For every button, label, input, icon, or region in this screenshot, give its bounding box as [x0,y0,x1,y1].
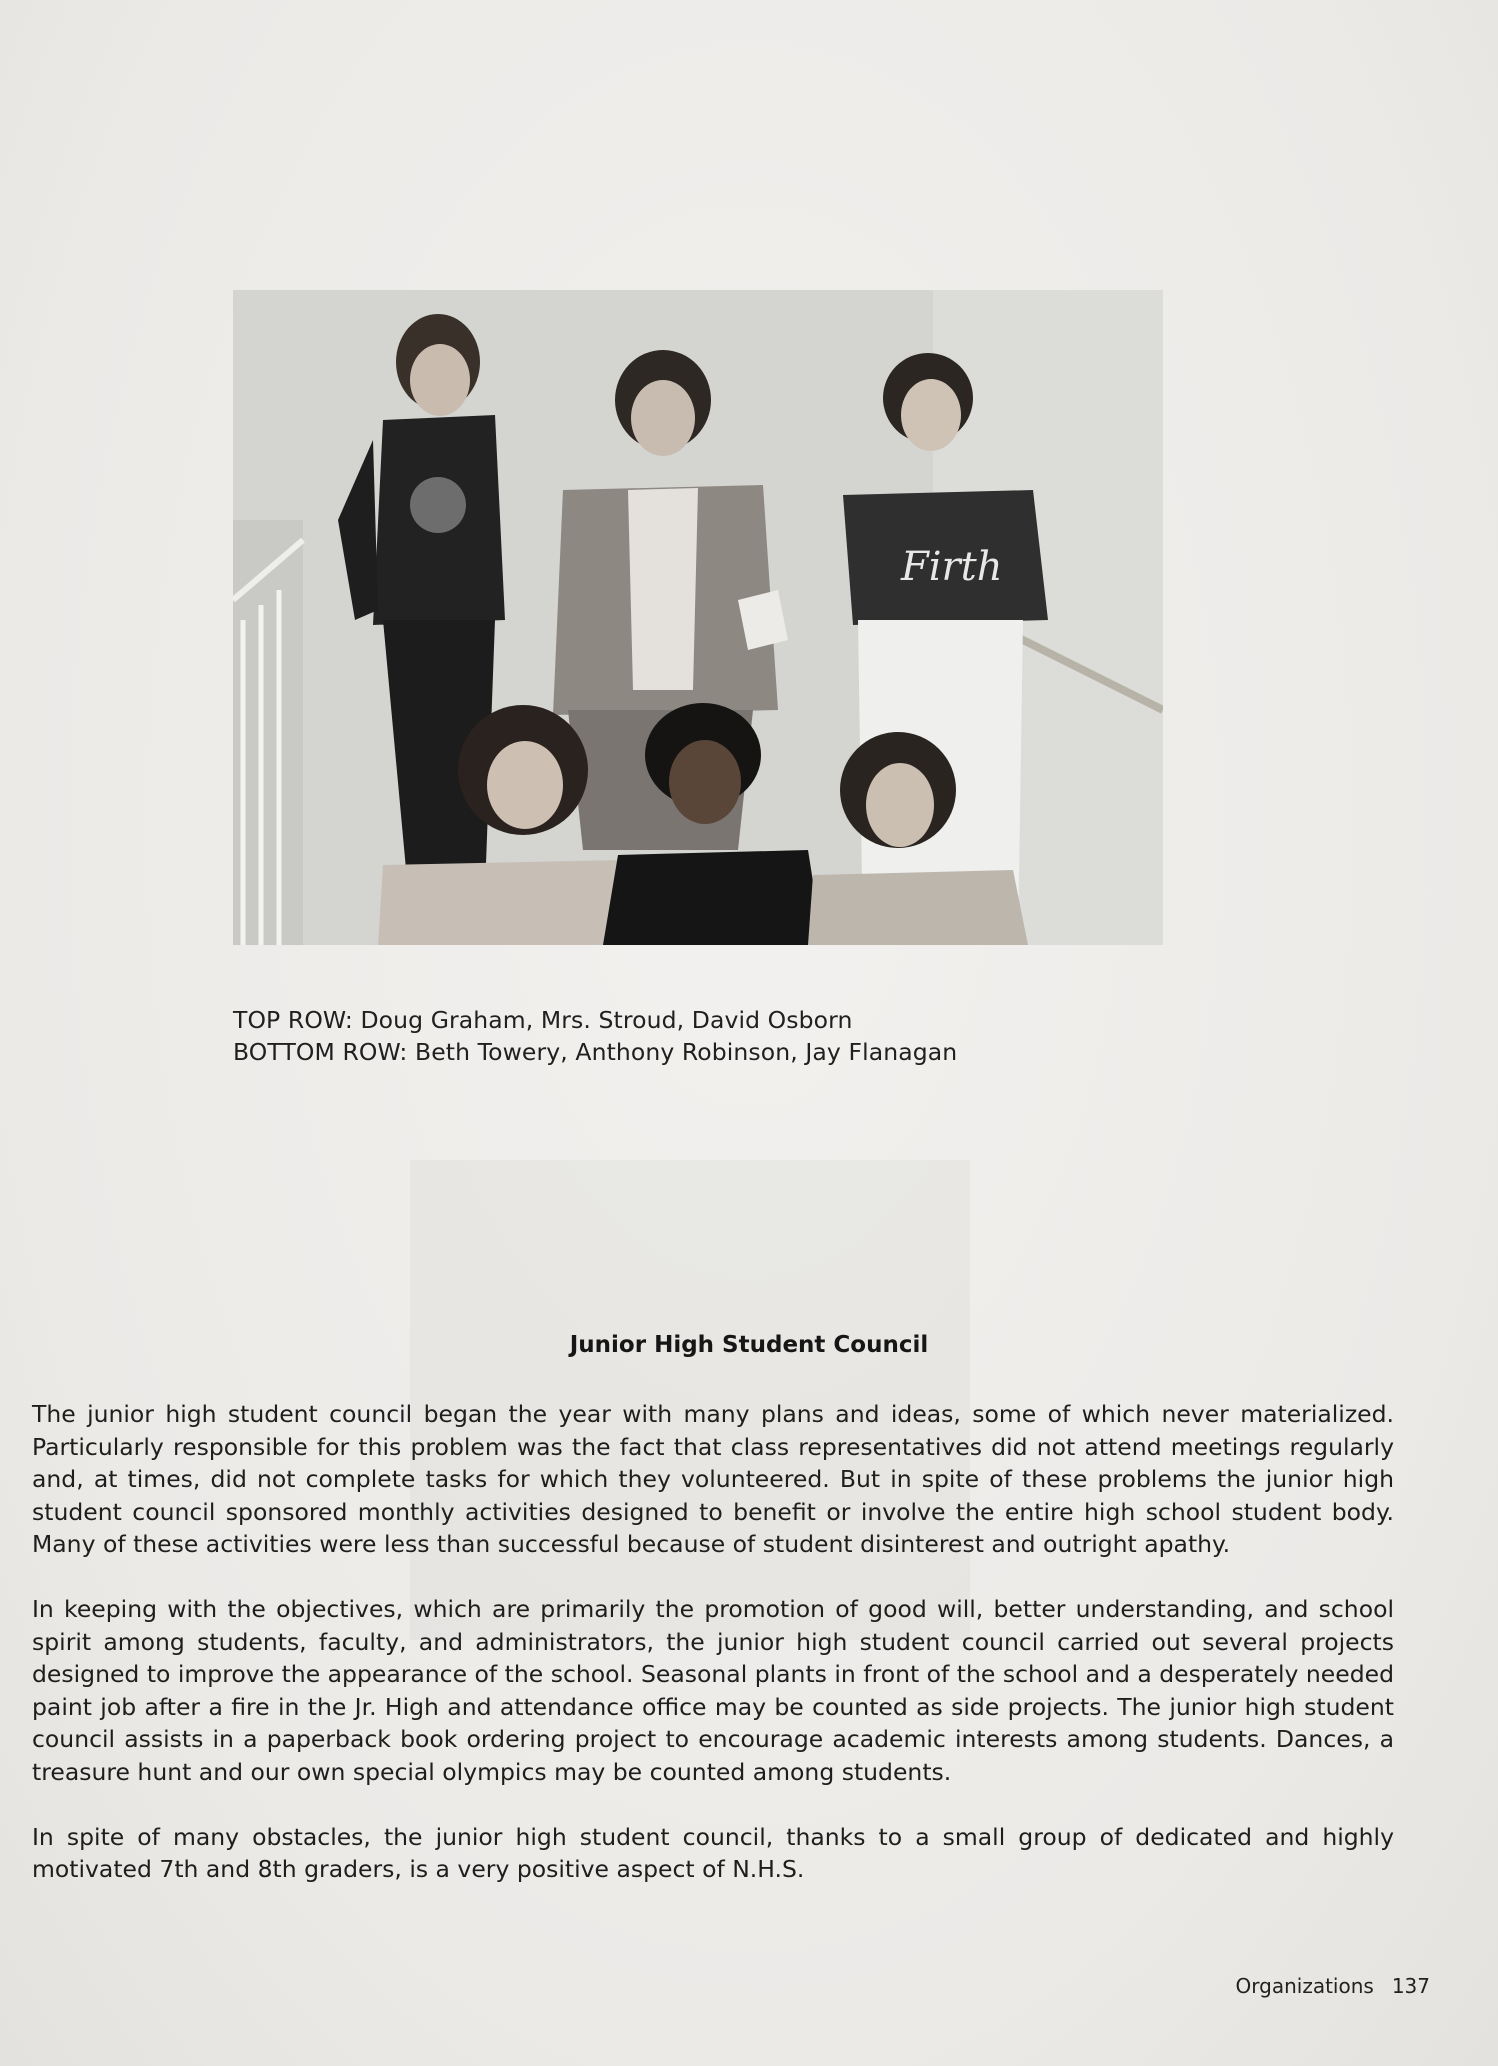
svg-text:Firth: Firth [901,544,1003,590]
footer-section: Organizations [1235,1974,1374,1998]
page-number: 137 [1391,1974,1430,1998]
group-photo-illustration [233,290,1163,945]
article-paragraph: In keeping with the objectives, which are primarily the promotion of good will, better understanding, and school spirit among students, faculty, and administrators, the junior high student council carried out several projects designed to improve the appearance of the school. Seasonal plants in front of the school and a desperately needed paint job after a fire in the Jr. High and attendance office may be counted as side projects. The junior high student council assists in a paperback book ordering project to encourage academic interests among students. Dances, a treasure hunt and our own special olympics may be counted among students. [32,1595,1394,1786]
article-paragraph: In spite of many obstacles, the junior high student council, thanks to a small group of dedicated and highly motivated 7th and 8th graders, is a very positive aspect of N.H.S. [32,1822,1394,1883]
group-photo [233,290,1163,945]
caption-bottom-row: BOTTOM ROW: Beth Towery, Anthony Robinson, Jay Flanagan [233,1038,958,1066]
caption-top-row: TOP ROW: Doug Graham, Mrs. Stroud, David Osborn [233,1006,853,1034]
article-paragraph: The junior high student council began the year with many plans and ideas, some of which never materialized. Particularly responsible for this problem was the fact that class representatives did not attend meetings regularly and, at times, did not complete tasks for which they volunteered. But in spite of these problems the junior high student council sponsored monthly activities designed to benefit or involve the entire high school student body. Many of these activities were less than successful because of student disinterest and outright apathy. [32,1400,1394,1558]
article-heading: Junior High Student Council [569,1332,929,1358]
photo-caption [233,1004,1133,1068]
article-body [32,1398,1394,1886]
page-footer [1236,1974,1430,1998]
